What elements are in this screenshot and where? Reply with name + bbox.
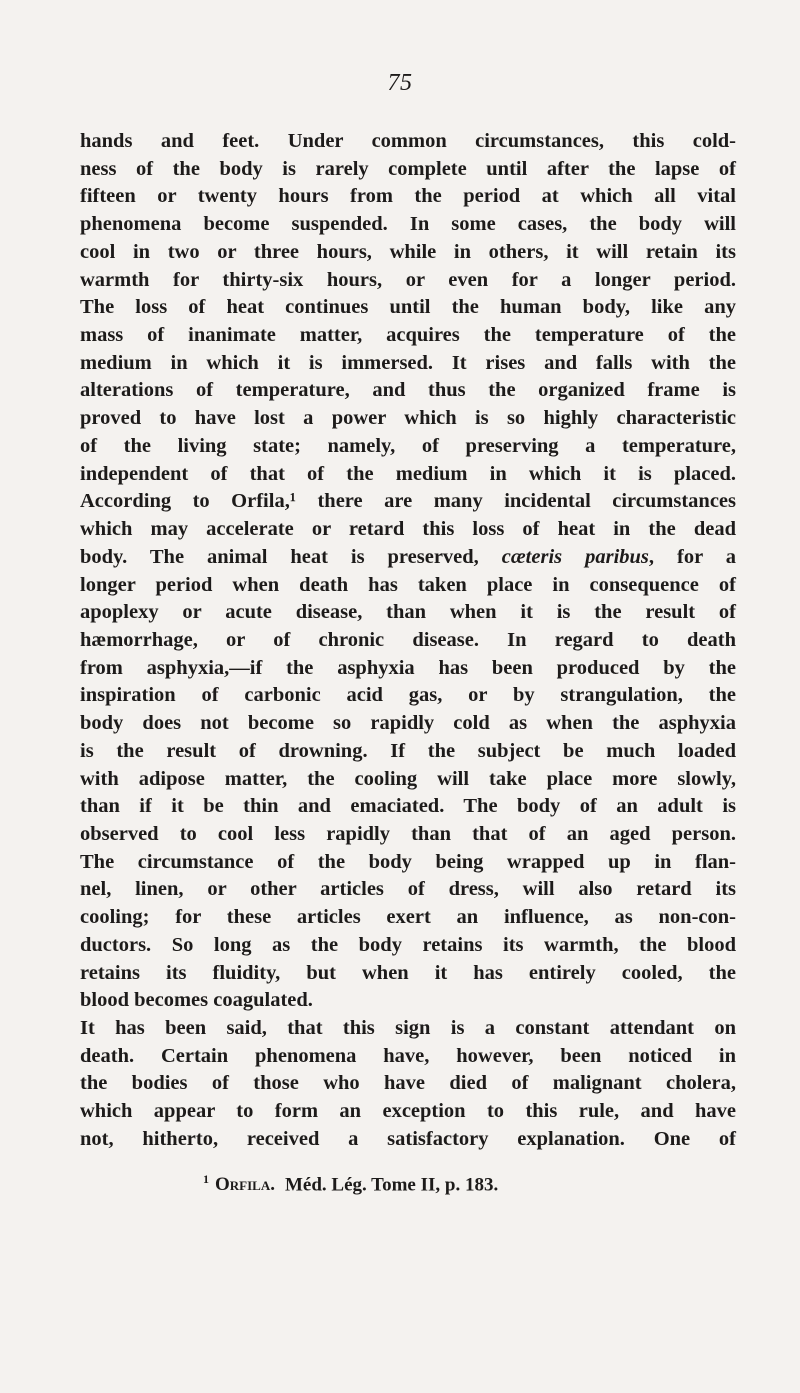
text-line-paragraph-start: It has been said, that this sign is a constant attendant on <box>80 1017 736 1039</box>
text-line: The circumstance of the body being wrapped up in flan- <box>80 850 736 873</box>
text-line: medium in which it is immersed. It rises and falls with the <box>80 351 736 374</box>
text-line: the bodies of those who have died of malignant cholera, <box>80 1072 736 1095</box>
text-line: hands and feet. Under common circumstances, this cold- <box>80 130 736 152</box>
text-line: which appear to form an exception to this rule, and have <box>80 1100 736 1123</box>
text-line: apoplexy or acute disease, than when it is the result of <box>80 601 736 624</box>
text-line: which may accelerate or retard this loss of heat in the dead <box>80 518 736 541</box>
text-line: fifteen or twenty hours from the period at which all vital <box>80 185 736 208</box>
footnote-author: Orfila. <box>215 1174 275 1196</box>
footnote-citation: Méd. Lég. Tome II, p. 183. <box>284 1174 499 1196</box>
text-line: ness of the body is rarely complete until after the lapse of <box>80 157 736 180</box>
latin-phrase: cæteris paribus <box>501 545 649 568</box>
text-line: retains its fluidity, but when it has entirely cooled, the <box>80 961 736 984</box>
text-line: not, hitherto, received a satisfactory explanation. One of <box>80 1127 736 1150</box>
text-line: nel, linen, or other articles of dress, will also retard its <box>80 878 736 901</box>
text-line: from asphyxia,—if the asphyxia has been produced by the <box>80 656 736 679</box>
text-line: cool in two or three hours, while in others, it will retain its <box>80 240 736 263</box>
text-line: longer period when death has taken place in consequence of <box>80 573 736 596</box>
footnote-marker: 1 <box>203 1172 209 1186</box>
text-line: The loss of heat continues until the human body, like any <box>80 296 736 319</box>
text-line: warmth for thirty-six hours, or even for a longer period. <box>80 268 736 291</box>
text-line-paragraph-end: blood becomes coagulated. <box>80 989 313 1012</box>
text-line: death. Certain phenomena have, however, been noticed in <box>80 1044 736 1067</box>
text-line: inspiration of carbonic acid gas, or by strangulation, the <box>80 684 736 707</box>
text-line: phenomena become suspended. In some cases, the body will <box>80 213 736 236</box>
text-line: observed to cool less rapidly than that of an aged person. <box>80 822 736 845</box>
text-line: of the living state; namely, of preserving a temperature, <box>80 434 736 457</box>
text-line: mass of inanimate matter, acquires the temperature of the <box>80 324 736 347</box>
text-line: with adipose matter, the cooling will take place more slowly, <box>80 767 736 790</box>
body-text <box>80 128 736 1154</box>
text-line: than if it be thin and emaciated. The body of an adult is <box>80 795 736 818</box>
text-line: body does not become so rapidly cold as when the asphyxia <box>80 712 736 735</box>
text-line: hæmorrhage, or of chronic disease. In regard to death <box>80 628 736 651</box>
text-line: ductors. So long as the body retains its warmth, the blood <box>80 933 736 956</box>
text-line: independent of that of the medium in which it is placed. <box>80 462 736 485</box>
text-line: cooling; for these articles exert an influence, as non-con- <box>80 906 736 929</box>
page-number: 75 <box>387 70 413 96</box>
text-line: is the result of drowning. If the subject be much loaded <box>80 739 736 762</box>
text-line: body. The animal heat is preserved, cæteris paribus, for a <box>80 545 737 568</box>
text-line: proved to have lost a power which is so highly characteristic <box>80 407 736 430</box>
footnote <box>203 1172 498 1196</box>
text-line: According to Orfila,¹ there are many incidental circumstances <box>80 490 736 513</box>
text-line: alterations of temperature, and thus the organized frame is <box>80 379 736 402</box>
